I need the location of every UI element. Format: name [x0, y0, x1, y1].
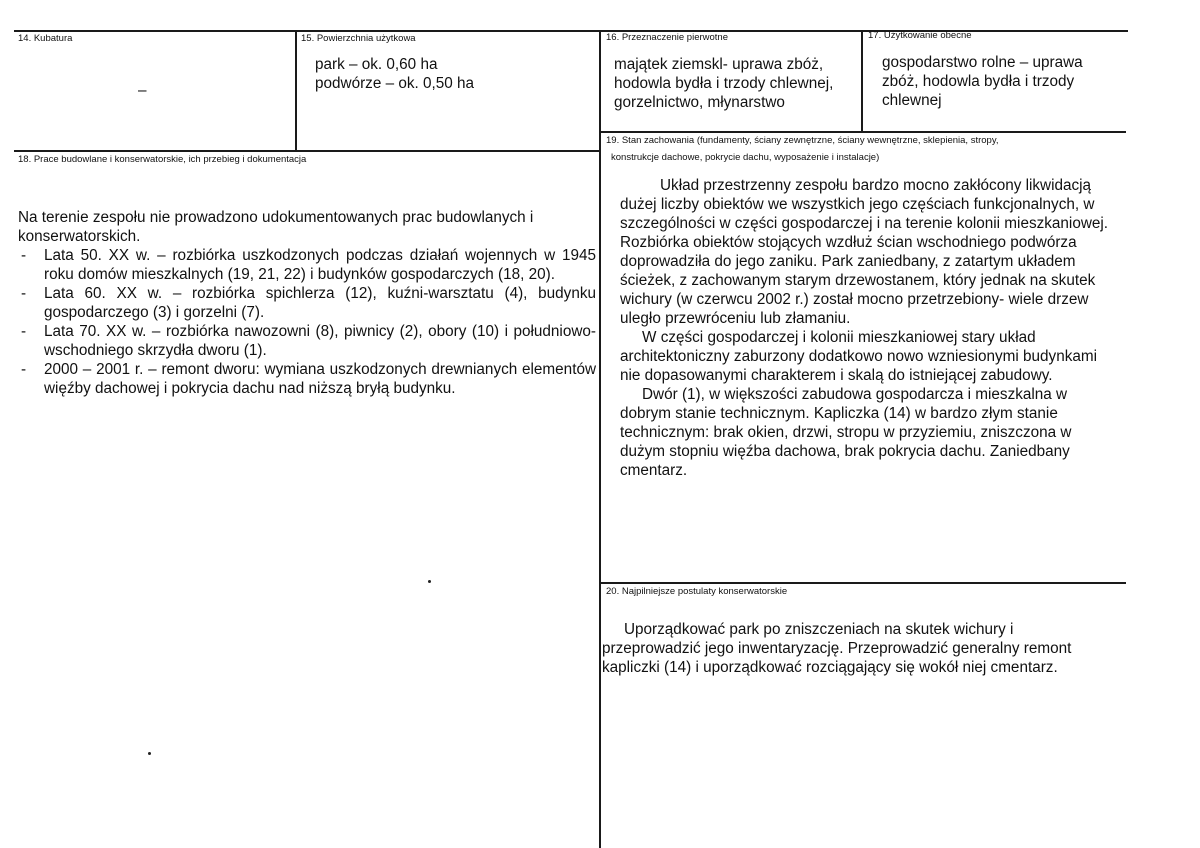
prace-body: [18, 208, 596, 398]
postulaty-divider: [600, 582, 1126, 584]
bullet-dash-icon: -: [21, 247, 27, 264]
prace-item: - Lata 70. XX w. – rozbiórka nawozowni (8), piwnicy (2), obory (10) i południowo-wschodniego skrzydła dworu (1).: [21, 323, 596, 359]
powierzchnia-podworze: podwórze – ok. 0,50 ha: [315, 75, 475, 92]
scan-speck: [148, 752, 151, 755]
row1-divider-right: [600, 131, 1126, 133]
postulaty-label: 20. Najpilniejsze postulaty konserwatorskie: [606, 586, 788, 597]
col-divider-15: [295, 30, 297, 151]
bullet-dash-icon: -: [21, 361, 27, 378]
powierzchnia-label: 15. Powierzchnia użytkowa: [301, 33, 416, 44]
kubatura-value: –: [138, 82, 147, 99]
postulaty-value: Uporządkować park po zniszczeniach na skutek wichury i przeprowadzić jego inwentaryzację. Przeprowadzić generalny remont kapliczki (14) i uporządkować rozciągający się wokół niej cmentarz.: [602, 621, 1072, 676]
prace-intro: Na terenie zespołu nie prowadzono udokumentowanych prac budowlanych i konserwatorskich.: [18, 209, 534, 245]
row1-divider-left: [14, 150, 600, 152]
stan-label-line2: konstrukcje dachowe, pokrycie dachu, wyposażenie i instalacje): [611, 152, 880, 163]
stan-body: [620, 176, 1120, 480]
prace-label: 18. Prace budowlane i konserwatorskie, ich przebieg i dokumentacja: [18, 154, 307, 165]
kubatura-label: 14. Kubatura: [18, 33, 73, 44]
przeznaczenie-value: majątek ziemskl- uprawa zbóż, hodowla bydła i trzody chlewnej, gorzelnictwo, młynarstwo: [614, 56, 834, 111]
powierzchnia-value: [315, 55, 585, 93]
prace-list: [18, 246, 596, 398]
bullet-dash-icon: -: [21, 323, 27, 340]
prace-item: - Lata 50. XX w. – rozbiórka uszkodzonych podczas działań wojennych w 1945 roku domów mieszkalnych (19, 21, 22) i budynków gospodarczych (18, 20).: [21, 247, 596, 283]
stan-paragraph-3: Dwór (1), w większości zabudowa gospodarcza i mieszkalna w dobrym stanie technicznym. Kapliczka (14) w bardzo złym stanie technicznym: brak okien, drzwi, stropu w przyziemiu, zniszczona w dużym stopniu więźba dachowa, brak pokrycia dachu. Zaniedbany cmentarz.: [620, 386, 1072, 479]
scan-speck: [428, 580, 431, 583]
stan-paragraph-1: Układ przestrzenny zespołu bardzo mocno zakłócony likwidacją dużej liczby obiektów we wszystkich jego częściach funkcjonalnych, w szczególności w części gospodarczej i na terenie kolonii mieszkaniowej. Rozbiórka obiektów stojących wzdłuż ścian wschodniego podwórza doprowadziła do jego zaniku. Park zaniedbany, z zatartym układem ścieżek, z zachowanym starym drzewostanem, który jednak na skutek wichury (w czerwcu 2002 r.) został mocno przetrzebiony- wiele drzew uległo przewróceniu lub złamaniu.: [620, 177, 1109, 327]
powierzchnia-park: park – ok. 0,60 ha: [315, 56, 438, 73]
prace-item: - Lata 60. XX w. – rozbiórka spichlerza (12), kuźni-warsztatu (4), budynku gospodarczego (3) i gorzelni (7).: [21, 285, 596, 321]
bullet-dash-icon: -: [21, 285, 27, 302]
col-divider-main: [599, 30, 601, 848]
uzytkowanie-value: gospodarstwo rolne – uprawa zbóż, hodowla bydła i trzody chlewnej: [882, 54, 1083, 109]
col-divider-17: [861, 30, 863, 132]
prace-item: - 2000 – 2001 r. – remont dworu: wymiana uszkodzonych drewnianych elementów więźby dachowej i pokrycia dachu nad niższą bryłą budynku.: [21, 361, 596, 397]
stan-label-line1: 19. Stan zachowania (fundamenty, ściany zewnętrzne, ściany wewnętrzne, sklepienia, stropy,: [606, 135, 999, 146]
uzytkowanie-label: 17. Użytkowanie obecne: [868, 30, 972, 41]
przeznaczenie-label: 16. Przeznaczenie pierwotne: [606, 32, 728, 43]
stan-paragraph-2: W części gospodarczej i kolonii mieszkaniowej stary układ architektoniczny zaburzony dodatkowo nowo wzniesionymi budynkami nie dopasowanymi charakterem i skalą do istniejącej zabudowy.: [620, 329, 1097, 384]
